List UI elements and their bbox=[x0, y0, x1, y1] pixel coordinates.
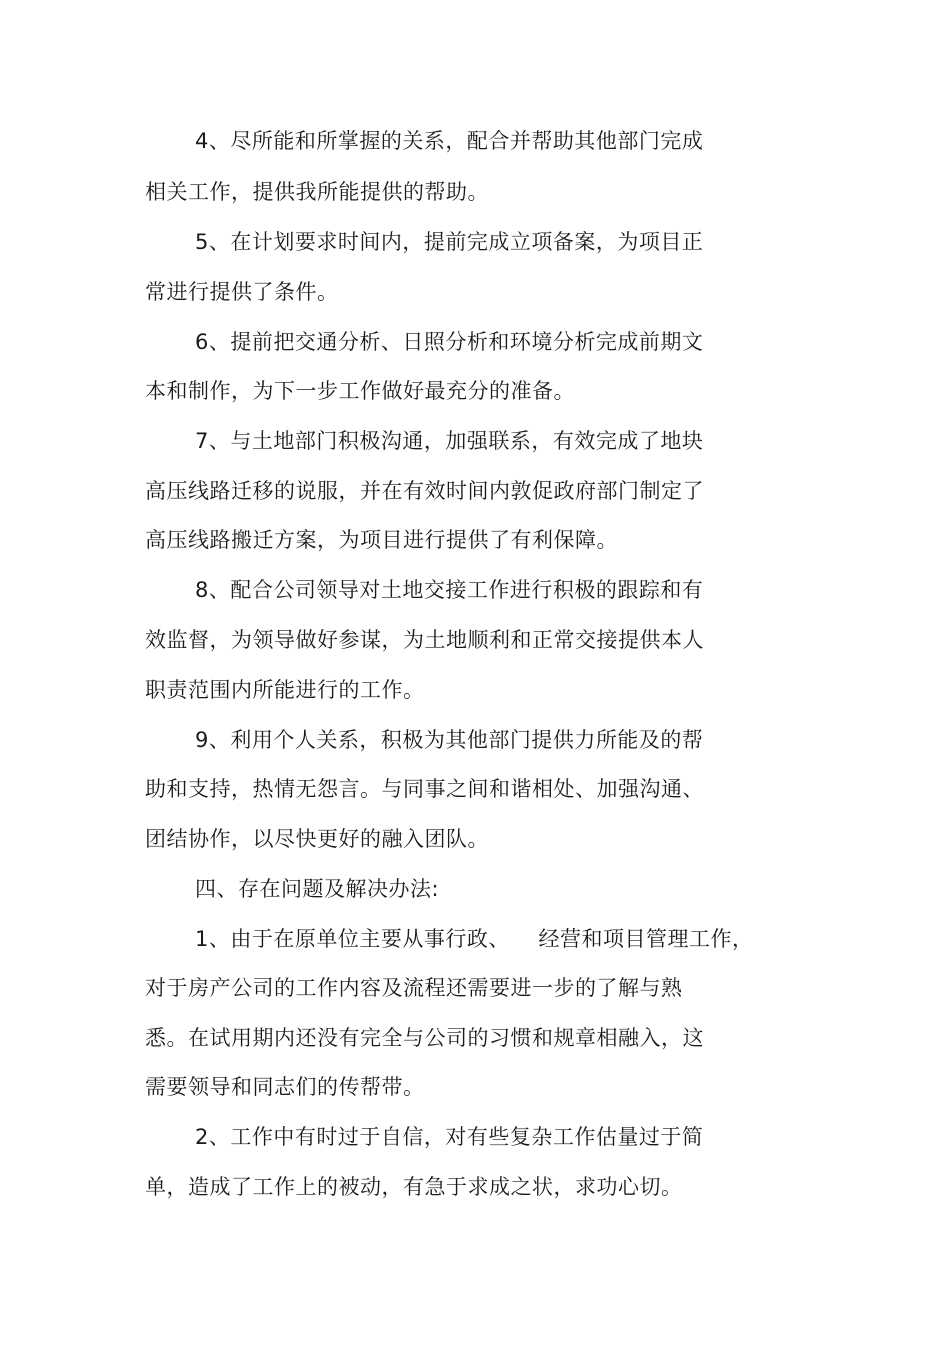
text-line: 悉。在试用期内还没有完全与公司的习惯和规章相融入，这 bbox=[145, 1026, 704, 1050]
text-line: 1、由于在原单位主要从事行政、 经营和项目管理工作， bbox=[195, 927, 754, 951]
text-line: 4、尽所能和所掌握的关系，配合并帮助其他部门完成 bbox=[195, 129, 704, 153]
text-line: 需要领导和同志们的传帮带。 bbox=[145, 1075, 425, 1099]
text-line: 团结协作，以尽快更好的融入团队。 bbox=[145, 827, 489, 851]
text-line: 5、在计划要求时间内，提前完成立项备案，为项目正 bbox=[195, 230, 704, 254]
text-line: 高压线路迁移的说服，并在有效时间内敦促政府部门制定了 bbox=[145, 479, 704, 503]
text-line: 效监督，为领导做好参谋，为土地顺利和正常交接提供本人 bbox=[145, 628, 704, 652]
text-line: 高压线路搬迁方案，为项目进行提供了有利保障。 bbox=[145, 528, 618, 552]
text-line: 常进行提供了条件。 bbox=[145, 280, 339, 304]
section-heading: 四、存在问题及解决办法: bbox=[195, 877, 440, 901]
text-line: 单，造成了工作上的被动，有急于求成之状，求功心切。 bbox=[145, 1175, 683, 1199]
text-line: 9、利用个人关系，积极为其他部门提供力所能及的帮 bbox=[195, 728, 704, 752]
text-line: 职责范围内所能进行的工作。 bbox=[145, 678, 425, 702]
text-line: 助和支持，热情无怨言。与同事之间和谐相处、加强沟通、 bbox=[145, 777, 704, 801]
text-line: 本和制作，为下一步工作做好最充分的准备。 bbox=[145, 379, 575, 403]
text-line: 6、提前把交通分析、日照分析和环境分析完成前期文 bbox=[195, 330, 704, 354]
text-line: 对于房产公司的工作内容及流程还需要进一步的了解与熟 bbox=[145, 976, 683, 1000]
text-line: 相关工作，提供我所能提供的帮助。 bbox=[145, 180, 489, 204]
text-line: 2、工作中有时过于自信，对有些复杂工作估量过于简 bbox=[195, 1125, 704, 1149]
text-line: 7、与土地部门积极沟通，加强联系，有效完成了地块 bbox=[195, 429, 704, 453]
text-line: 8、配合公司领导对土地交接工作进行积极的跟踪和有 bbox=[195, 578, 704, 602]
